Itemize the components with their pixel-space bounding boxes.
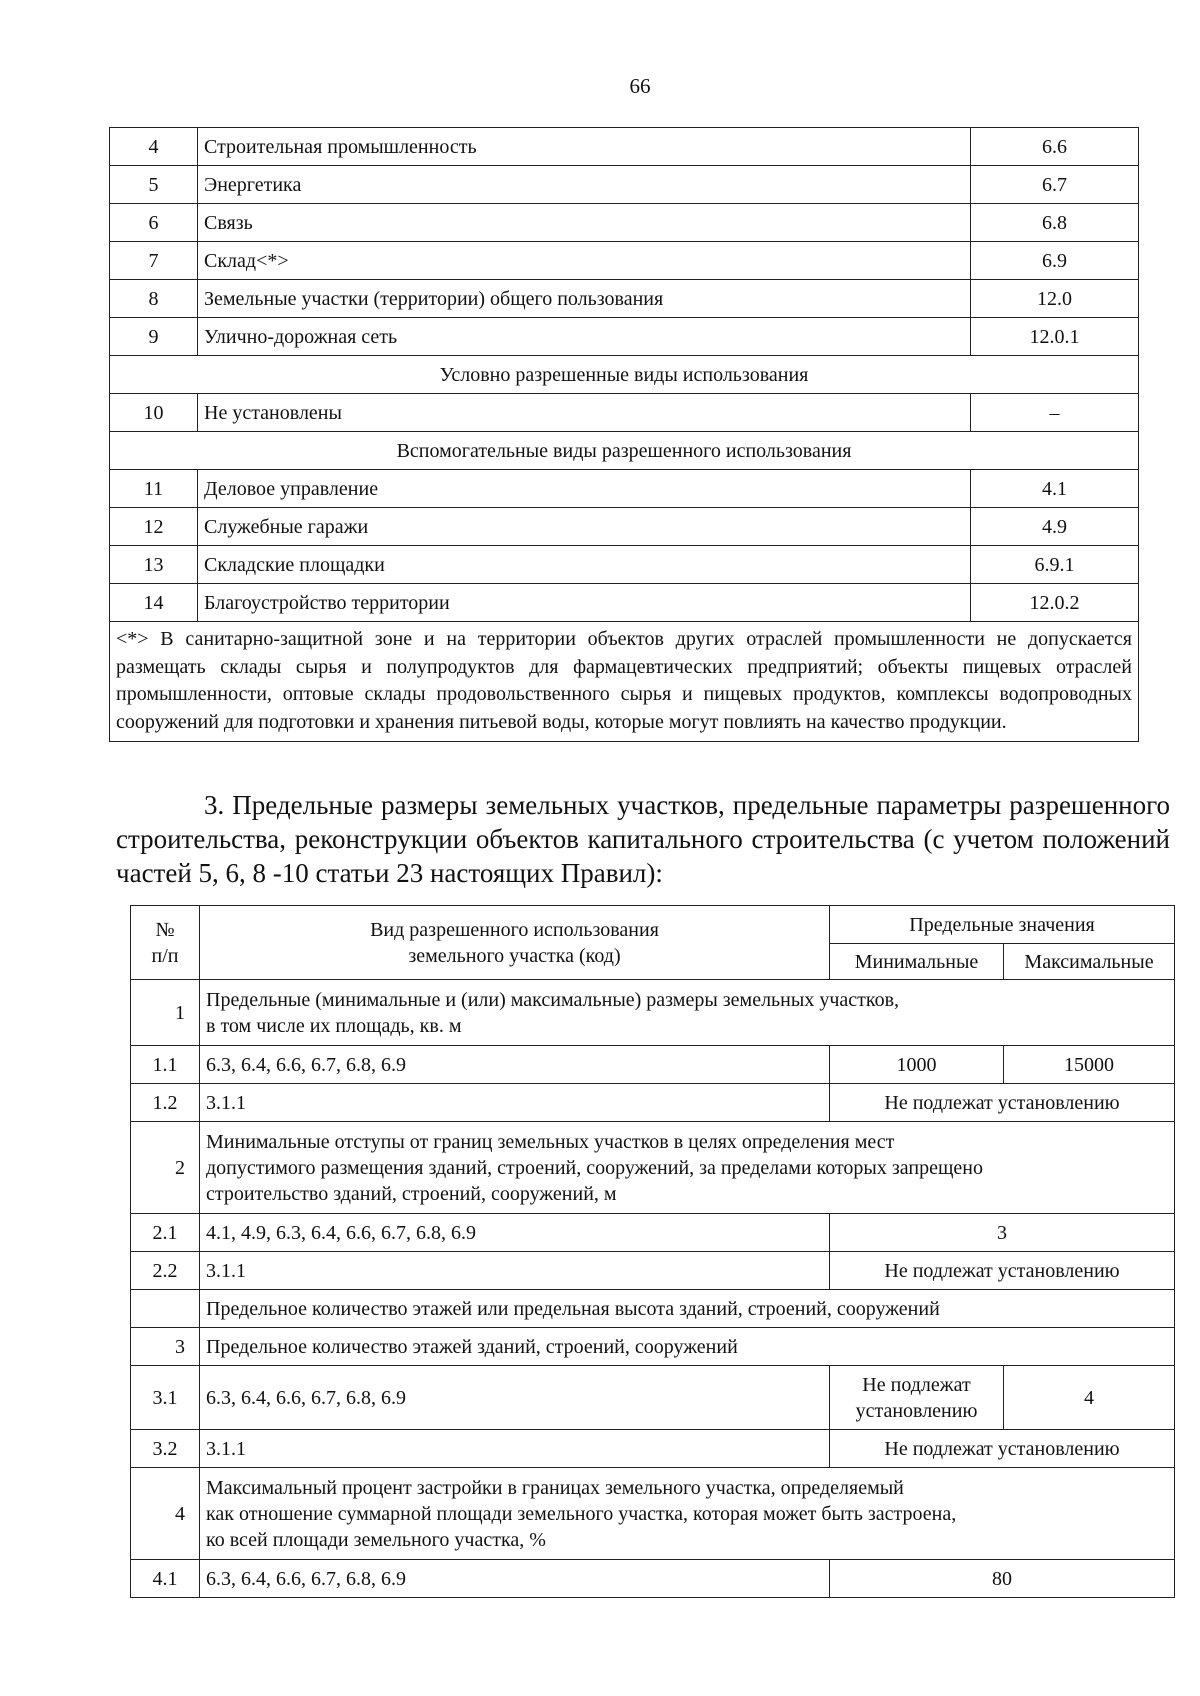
use-type-code: 4.9 (971, 508, 1139, 546)
use-codes: 3.1.1 (200, 1252, 830, 1290)
land-use-table (109, 127, 1139, 742)
use-type-code: 6.6 (971, 128, 1139, 166)
use-codes: 3.1.1 (200, 1430, 830, 1468)
use-codes: 6.3, 6.4, 6.6, 6.7, 6.8, 6.9 (200, 1366, 830, 1430)
footnote-row (110, 622, 1139, 742)
combined-value: Не подлежат установлению (830, 1252, 1175, 1290)
table-row (131, 1366, 1175, 1430)
header-row (131, 906, 1175, 944)
num-header-line2: п/п (151, 944, 179, 967)
min-value-line2: установлению (855, 1399, 978, 1422)
parameter-description (200, 1468, 1175, 1560)
use-type-header-line1: Вид разрешенного использования (370, 918, 659, 941)
max-value: 4 (1004, 1366, 1175, 1430)
table-row (110, 204, 1139, 242)
table-row (110, 470, 1139, 508)
combined-value: Не подлежат установлению (830, 1084, 1175, 1122)
description-line: допустимого размещения зданий, строений, сооружений, за пределами которых запрещено (206, 1156, 983, 1179)
table-row (131, 1560, 1175, 1598)
use-type-code: 4.1 (971, 470, 1139, 508)
row-number: 6 (110, 204, 198, 242)
parameter-description (200, 1122, 1175, 1214)
use-type-name: Строительная промышленность (198, 128, 971, 166)
use-type-code: 12.0 (971, 280, 1139, 318)
page-number: 66 (629, 74, 651, 98)
description-line: строительство зданий, строений, сооружений, м (206, 1182, 617, 1205)
use-type-code: 6.8 (971, 204, 1139, 242)
use-codes: 3.1.1 (200, 1084, 830, 1122)
num-header (131, 906, 200, 980)
auxiliary-uses-header: Вспомогательные виды разрешенного использования (110, 432, 1139, 470)
use-type-name: Энергетика (198, 166, 971, 204)
table-row (110, 242, 1139, 280)
table-row (131, 1468, 1175, 1560)
table-row (131, 1430, 1175, 1468)
section-3-text (116, 788, 1170, 890)
row-number: 14 (110, 584, 198, 622)
use-type-code: 12.0.1 (971, 318, 1139, 356)
row-number: 3 (131, 1328, 200, 1366)
row-number: 9 (110, 318, 198, 356)
use-type-code: – (971, 394, 1139, 432)
table-row (110, 166, 1139, 204)
use-type-name: Служебные гаражи (198, 508, 971, 546)
table-row (131, 1328, 1175, 1366)
use-codes: 4.1, 4.9, 6.3, 6.4, 6.6, 6.7, 6.8, 6.9 (200, 1214, 830, 1252)
row-number: 1 (131, 980, 200, 1046)
description-line: Предельные (минимальные и (или) максимальные) размеры земельных участков, (206, 988, 900, 1011)
use-type-code: 6.9 (971, 242, 1139, 280)
combined-value: 3 (830, 1214, 1175, 1252)
description-line: в том числе их площадь, кв. м (206, 1014, 462, 1037)
description-line: ко всей площади земельного участка, % (206, 1528, 546, 1551)
max-header: Максимальные (1004, 944, 1175, 980)
limit-parameters-table (130, 905, 1175, 1598)
use-type-header (200, 906, 830, 980)
use-type-code: 12.0.2 (971, 584, 1139, 622)
parameter-description: Предельное количество этажей зданий, строений, сооружений (200, 1328, 1175, 1366)
footnote: <*> В санитарно-защитной зоне и на территории объектов других отраслей промышленности не допускается размещать склады сырья и полупродуктов для фармацевтических предприятий; объекты пищевых отраслей промышленности, оптовые склады продовольственного сырья и пищевых продуктов, комплексы водопроводных сооружений для подготовки и хранения питьевой воды, которые могут повлиять на качество продукции. (110, 622, 1139, 742)
use-type-code: 6.9.1 (971, 546, 1139, 584)
min-value-line1: Не подлежат (862, 1373, 971, 1396)
row-number: 10 (110, 394, 198, 432)
min-value (830, 1366, 1004, 1430)
row-number (131, 1290, 200, 1328)
table-row (131, 1252, 1175, 1290)
row-number: 3.2 (131, 1430, 200, 1468)
combined-value: 80 (830, 1560, 1175, 1598)
row-number: 11 (110, 470, 198, 508)
max-value: 15000 (1004, 1046, 1175, 1084)
row-number: 1.1 (131, 1046, 200, 1084)
description-line: Максимальный процент застройки в границах земельного участка, определяемый (206, 1476, 904, 1499)
table-row (131, 1122, 1175, 1214)
table-row (131, 980, 1175, 1046)
table-row (110, 584, 1139, 622)
table-row (131, 1290, 1175, 1328)
limits-header: Предельные значения (830, 906, 1175, 944)
table-row (110, 546, 1139, 584)
table-row (110, 280, 1139, 318)
description-line: Минимальные отступы от границ земельных участков в целях определения мест (206, 1130, 895, 1153)
use-type-header-line2: земельного участка (код) (408, 944, 621, 967)
use-codes: 6.3, 6.4, 6.6, 6.7, 6.8, 6.9 (200, 1560, 830, 1598)
section-header-row (110, 432, 1139, 470)
use-type-name: Складские площадки (198, 546, 971, 584)
table-row (110, 318, 1139, 356)
parameter-description: Предельное количество этажей или предельная высота зданий, строений, сооружений (200, 1290, 1175, 1328)
table-row (131, 1084, 1175, 1122)
use-type-name: Улично-дорожная сеть (198, 318, 971, 356)
use-type-code: 6.7 (971, 166, 1139, 204)
use-type-name: Связь (198, 204, 971, 242)
min-header: Минимальные (830, 944, 1004, 980)
row-number: 5 (110, 166, 198, 204)
row-number: 2.1 (131, 1214, 200, 1252)
row-number: 4.1 (131, 1560, 200, 1598)
row-number: 13 (110, 546, 198, 584)
row-number: 2 (131, 1122, 200, 1214)
row-number: 4 (110, 128, 198, 166)
table-row (131, 1046, 1175, 1084)
description-line: как отношение суммарной площади земельного участка, которая может быть застроена, (206, 1502, 957, 1525)
table-row (110, 394, 1139, 432)
use-type-name: Благоустройство территории (198, 584, 971, 622)
table-row (110, 128, 1139, 166)
use-type-name: Земельные участки (территории) общего пользования (198, 280, 971, 318)
min-value: 1000 (830, 1046, 1004, 1084)
row-number: 4 (131, 1468, 200, 1560)
row-number: 2.2 (131, 1252, 200, 1290)
section-header-row (110, 356, 1139, 394)
conditional-uses-header: Условно разрешенные виды использования (110, 356, 1139, 394)
row-number: 8 (110, 280, 198, 318)
table-row (110, 508, 1139, 546)
parameter-description (200, 980, 1175, 1046)
row-number: 1.2 (131, 1084, 200, 1122)
num-header-line1: № (155, 918, 175, 941)
row-number: 3.1 (131, 1366, 200, 1430)
table-row (131, 1214, 1175, 1252)
section-3-paragraph: 3. Предельные размеры земельных участков, предельные параметры разрешенного строительства, реконструкции объектов капитального строительства (с учетом положений частей 5, 6, 8 -10 статьи 23 настоящих Правил): (116, 790, 1170, 888)
row-number: 12 (110, 508, 198, 546)
use-type-name: Склад<*> (198, 242, 971, 280)
use-type-name: Не установлены (198, 394, 971, 432)
use-codes: 6.3, 6.4, 6.6, 6.7, 6.8, 6.9 (200, 1046, 830, 1084)
row-number: 7 (110, 242, 198, 280)
combined-value: Не подлежат установлению (830, 1430, 1175, 1468)
use-type-name: Деловое управление (198, 470, 971, 508)
